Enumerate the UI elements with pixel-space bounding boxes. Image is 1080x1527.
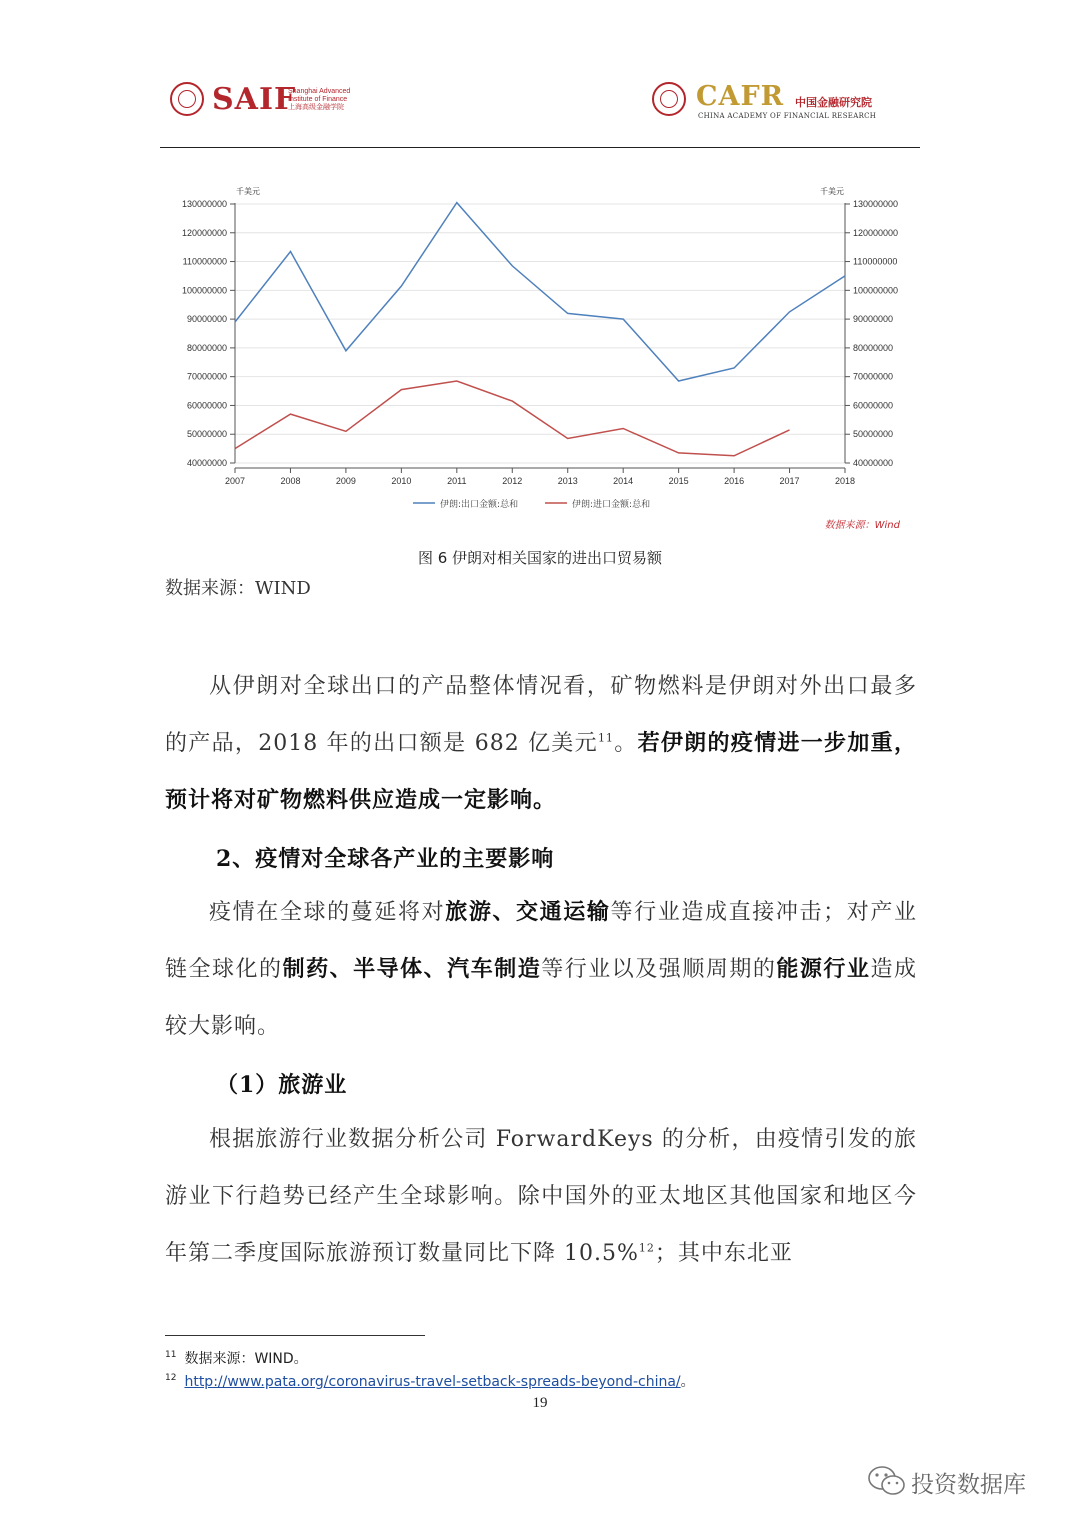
- saif-sub-line: Shanghai Advanced: [288, 88, 351, 95]
- para-text: 根据旅游行业数据分析公司 ForwardKeys 的分析，由疫情引发的旅游业下行趋势已经产生全球影响。除中国外的亚太地区其他国家和地区今年第二季度国际旅游预订数量同比下降 10.5%: [165, 1127, 917, 1266]
- chart-source-note: 数据来源：Wind: [824, 520, 900, 531]
- wechat-icon: [867, 1464, 907, 1498]
- paragraph-tourism: [165, 1111, 917, 1282]
- x-tick-label: 2015: [668, 476, 689, 486]
- wechat-watermark: [865, 1462, 1055, 1502]
- header-divider: [160, 147, 920, 148]
- saif-logo-word: SAIF: [212, 82, 297, 117]
- right-tick-label: 120000000: [853, 227, 899, 238]
- figure-source: 数据来源：WIND: [165, 578, 311, 599]
- chart-ticks: [182, 199, 898, 486]
- series-line-export: [235, 203, 845, 381]
- x-tick-label: 2011: [447, 476, 467, 486]
- left-tick-label: 110000000: [182, 256, 227, 267]
- section-heading: 2、疫情对全球各产业的主要影响: [216, 846, 555, 872]
- page-number: 19: [532, 1395, 548, 1411]
- x-tick-label: 2017: [779, 476, 800, 486]
- saif-seal-icon: [170, 82, 204, 116]
- cafr-logo-word: CAFR: [696, 81, 785, 112]
- figure-caption: 图 6 伊朗对相关国家的进出口贸易额: [417, 549, 663, 567]
- cafr-logo-en: CHINA ACADEMY OF FINANCIAL RESEARCH: [698, 112, 877, 120]
- right-tick-label: 130000000: [853, 199, 899, 209]
- para-text: ；其中东北亚: [654, 1241, 793, 1266]
- paragraph-industries: [165, 884, 917, 1055]
- chart-series: [235, 203, 845, 456]
- paragraph-mineral-fuel: [165, 658, 917, 829]
- saif-logo: [170, 82, 360, 122]
- watermark-text: 投资数据库: [911, 1472, 1026, 1498]
- left-tick-label: 80000000: [186, 342, 227, 353]
- footnote-number: 12: [165, 1373, 177, 1384]
- chart-legend: [413, 498, 650, 510]
- left-tick-label: 60000000: [186, 400, 227, 411]
- left-unit-label: 千美元: [236, 187, 260, 196]
- para-bold-text: 制药、半导体、汽车制造: [282, 956, 542, 982]
- left-tick-label: 40000000: [186, 458, 227, 468]
- para-bold-text: 旅游、交通运输: [445, 899, 611, 925]
- cafr-logo-cn: 中国金融研究院: [795, 96, 872, 109]
- para-text: 等行业以及强顺周期的: [541, 957, 777, 982]
- para-bold-text: 能源行业: [776, 956, 871, 982]
- para-text: 。: [613, 731, 638, 756]
- cafr-seal-icon: [652, 82, 686, 116]
- right-tick-label: 40000000: [853, 458, 894, 468]
- right-tick-label: 90000000: [853, 314, 894, 325]
- legend-label-export: 伊朗:出口金额:总和: [440, 500, 519, 510]
- left-tick-label: 90000000: [186, 314, 227, 325]
- cafr-logo: [652, 82, 892, 122]
- para-text: 疫情在全球的蔓延将对: [209, 900, 446, 925]
- x-tick-label: 2014: [613, 476, 634, 486]
- legend-label-import: 伊朗:进口金额:总和: [572, 500, 651, 510]
- trade-line-chart: [160, 158, 920, 543]
- para-text: 等行业造成直接冲击；对产业链全球化的: [165, 900, 917, 982]
- footnote-text: 数据来源：WIND。: [184, 1351, 308, 1367]
- para-text: 从伊朗对全球出口的产品整体情况看，矿物燃料是伊朗对外出口最多的产品，2018 年的出口额是 682 亿美元: [165, 674, 917, 756]
- left-tick-label: 100000000: [181, 285, 227, 296]
- footnote-link[interactable]: http://www.pata.org/coronavirus-travel-setback-spreads-beyond-china/: [184, 1374, 681, 1390]
- footnote-divider: [165, 1335, 425, 1336]
- saif-sub-line: 上海高级金融学院: [288, 104, 344, 111]
- subsection-heading: （1）旅游业: [216, 1072, 348, 1098]
- saif-sub-line: Institute of Finance: [288, 96, 348, 103]
- saif-logo-subtitle: [288, 88, 368, 112]
- right-unit-label: 千美元: [820, 187, 844, 196]
- footnote-ref-11[interactable]: 11: [597, 731, 614, 745]
- right-tick-label: 50000000: [853, 429, 894, 440]
- chart-grid: [235, 204, 845, 463]
- left-tick-label: 50000000: [186, 429, 227, 440]
- right-tick-label: 100000000: [853, 285, 899, 296]
- footnote-12: [165, 1371, 695, 1391]
- right-tick-label: 60000000: [853, 400, 894, 411]
- x-tick-label: 2009: [335, 476, 356, 486]
- para-bold-text: 若伊朗的疫情进一步加重，预计将对矿物燃料供应造成一定影响。: [165, 730, 917, 813]
- para-text: 造成较大影响。: [165, 957, 917, 1039]
- x-tick-label: 2012: [502, 476, 523, 486]
- footnote-text: 。: [680, 1374, 695, 1390]
- series-line-import: [235, 381, 790, 456]
- left-tick-label: 70000000: [186, 371, 227, 382]
- footnote-11: [165, 1348, 308, 1368]
- footnote-ref-12[interactable]: 12: [638, 1241, 655, 1255]
- x-tick-label: 2018: [834, 476, 856, 486]
- x-tick-label: 2010: [391, 476, 412, 486]
- x-tick-label: 2007: [224, 476, 246, 486]
- x-tick-label: 2013: [557, 476, 578, 486]
- left-tick-label: 130000000: [181, 199, 227, 209]
- x-tick-label: 2016: [724, 476, 745, 486]
- x-tick-label: 2008: [280, 476, 301, 486]
- right-tick-label: 110000000: [853, 256, 898, 267]
- right-tick-label: 70000000: [853, 371, 894, 382]
- left-tick-label: 120000000: [181, 227, 227, 238]
- footnote-number: 11: [165, 1350, 177, 1361]
- right-tick-label: 80000000: [853, 342, 894, 353]
